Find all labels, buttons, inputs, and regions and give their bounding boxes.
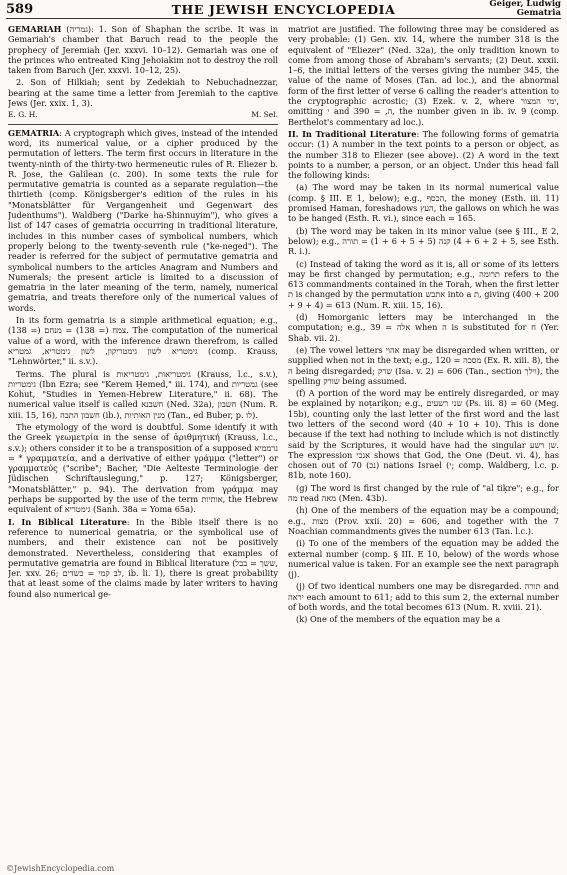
paragraph-text: matriot are justified. The following three may be considered as very probable: (1) Gen. xiv. 14, where the number 318 is the equivalent of "Eliezer" (Ned. 32a), the only tradition known to come from among those of Abraham's servants; (2) Deut. xxxii. 1–6, the initial letters of the verses giving the number 345, the value of the name of Moses (Tan. ad loc.), and the abnormal form of the first letter of verse 6 calling the reader's attention to the cryptographic acrostic; (3) Ezek. v. 2, where ימי המצור, omitting י and ה, = 390, the number given in ib. iv. 9 (comp. Berthelot's commentary ad loc.). — [288, 24, 559, 127]
section-heading: I. In Biblical Literature — [8, 516, 127, 527]
guide-words — [489, 0, 561, 18]
right-paragraph-12 — [288, 614, 559, 624]
section-heading: II. In Traditional Literature — [288, 128, 417, 139]
right-paragraph-4 — [288, 259, 559, 310]
left-column — [8, 24, 278, 860]
paragraph-text: (k) One of the members of the equation may be a — [296, 614, 501, 625]
running-title: THE JEWISH ENCYCLOPEDIA — [171, 2, 396, 17]
author-signature — [8, 110, 278, 120]
paragraph-text: (גמריה): 1. Son of Shaphan the scribe. It was in Gemariah's chamber that Baruch read to the people the prophecy of Jeremiah (Jer. xxxvi. 10–12). Gemariah was one of the princes who entreated King Jehoiakim not to destroy the roll taken from Baruch (Jer. xxxvi. 10–12, 25). — [8, 24, 278, 76]
page-number: 589 — [6, 2, 34, 17]
right-paragraph-10 — [288, 538, 559, 579]
right-paragraph-6 — [288, 345, 559, 386]
paragraph-text: (a) The word may be taken in its normal numerical value (comp. § III. E 1, below); e.g., הכסף, the money (Esth. iii. 11) promised Haman, foreshadows העץ, the gallows on which he was to be hanged (Esth. R. vi.), since each = 165. — [288, 182, 559, 224]
paragraph-text: (c) Instead of taking the word as it is, all or some of its letters may be first changed by permutation; e.g., תרומה refers to the 613 commandments contained in the Torah, when the first letter ת is changed by the permutation אתבש into a ת, giving (400 + 200 + 9 + 4) = 613 (Num. R. xiii. 15, 16). — [288, 258, 559, 310]
right-paragraph-3 — [288, 226, 559, 257]
left-paragraph-5 — [8, 315, 278, 366]
paragraph-text: : A cryptograph which gives, instead of the intended word, its numerical value, or a cipher produced by the permutation of letters. The term first occurs in literature in the twenty-ninth of the thirty-two hermeneutic rules of R. Eliezer b. R. Jose, the Galilean (c. 200). In some texts the rule for permutative gematria is counted as a separate regulation—the thirtieth (comp. Königsberger's edition of the rules in his "Monatsblätter für Vergangenheit und Gegenwart des Judenthums"). Waldberg ("Darke ha-Shinnuyim"), who gives a list of 147 cases of gematria occurring in traditional literature, includes in this number cases of symbolical numbers, which properly belong to the twenty-seventh rule ("ke-neged"). The reader is referred for the subject of permutative gematria and symbolical numbers to the articles Anagram and Numbers and Numerals; the present article is limited to a discussion of gematria in the later meaning of the term, namely, numerical gematria, and treats therefore only of the numerical values of words. — [8, 127, 278, 313]
entry-headword: GEMATRIA — [8, 127, 60, 138]
right-column — [288, 24, 559, 860]
right-paragraph-5 — [288, 312, 559, 343]
entry-separator — [8, 124, 278, 125]
paragraph-text: : The following forms of gematria occur: (1) A number in the text points to a person or object, as the number 318 to Eliezer (see above). (2) A word in the text points to a number, a person, or an object. Under this head fall the following kinds: — [288, 128, 559, 181]
guide-word-0: Geiger, Ludwig — [489, 0, 561, 9]
paragraph-text: (e) The vowel letters אהוי may be disregarded when written, or supplied when not in the text; e.g., מסכה = 120 (Ex. R. xiii. 8), the ה being disregarded; שרק (Isa. v. 2) = 606 (Tan., section וילך), the spelling שורק being assumed. — [288, 344, 559, 386]
right-paragraph-11 — [288, 581, 559, 612]
copyright-footer: ©JewishEncyclopedia.com — [6, 864, 115, 873]
right-paragraph-7 — [288, 388, 559, 481]
paragraph-text: 2. Son of Hilkiah; sent by Zedekiah to Nebuchadnezzar, bearing at the same time a letter from Jeremiah to the captive Jews (Jer. xxix. 1, 3). — [8, 77, 278, 109]
signature-left: E. G. H. — [8, 110, 38, 120]
paragraph-text: In its form gematria is a simple arithmetical equation; e.g., צמח (= 138) = מנחם (= 138). The computation of the numerical value of a word, with the inference drawn therefrom, is called גימטריא לשון גימטריקון, לשון גימטריא, גמטריא (comp. Krauss, "Lehnwörter," ii. s.v.). — [8, 315, 278, 367]
entry-headword: GEMARIAH — [8, 24, 62, 34]
paragraph-text: (d) Homorganic letters may be interchanged in the computation; e.g., אלה = 39 when ה is substituted for ח (Yer. Shab. vii. 2). — [288, 312, 559, 343]
left-paragraph-1 — [8, 77, 278, 108]
page-header — [6, 0, 561, 19]
paragraph-text: : In the Bible itself there is no reference to numerical gematria, or the symbolical use of numbers, and their existence can not be positively demonstrated. Nevertheless, considering that examples of permutative gematria are found in Biblical literature (ששך = בבל, Jer. xxv. 26; לב קמי = כשדים, ib. li. 1), there is great probability that at least some of the claims made by later writers to having found also numerical ge- — [8, 516, 278, 599]
right-paragraph-0 — [288, 24, 559, 127]
left-paragraph-7 — [8, 422, 278, 515]
left-paragraph-4 — [8, 128, 278, 313]
paragraph-text: (f) A portion of the word may be entirely disregarded, or may be explained by noṭariḳon; e.g., שני רשעים (Ps. iii. 8) = 60 (Meg. 15b), counting only the last letter of the first word and the last two letters of the second word (40 + 10 + 10). This is done because if the text had nothing to include which is not distinctly said by the Scriptures, it would have had the singular שן רשע. The expression אנכי shows that God, the One (Deut. vi. 4), has chosen out of 70 (נכ) nations Israel (י; comp. Waldberg, l.c. p. 81b, note 160). — [288, 388, 559, 481]
right-paragraph-9 — [288, 505, 559, 536]
right-paragraph-1 — [288, 129, 559, 180]
paragraph-text: (g) The word is first changed by the rule of "al tiḳre"; e.g., for מה read מאה (Men. 43b). — [288, 482, 559, 504]
paragraph-text: (b) The word may be taken in its minor value (see § III., E 2, below); e.g., קנה (5 + 5 + 6 + 1) = תורה (5 + 2 + 6 + 4, see Esth. R. i.). — [288, 225, 559, 257]
left-paragraph-0 — [8, 24, 278, 75]
right-paragraph-8 — [288, 483, 559, 504]
paragraph-text: (j) Of two identical numbers one may be disregarded. תורה and יראה each amount to 611; add to this sum 2, the external number of both words, and the total becomes 613 (Num. R. xviii. 21). — [288, 581, 559, 613]
guide-word-1: Gematria — [516, 8, 561, 18]
left-paragraph-6 — [8, 369, 278, 420]
right-paragraph-2 — [288, 182, 559, 223]
signature-right: M. Sel. — [251, 110, 278, 120]
paragraph-text: Terms. The plural is גימטריאות, גימטריאות (Krauss, l.c., s.v.), גימטריות (Ibn Ezra; see "Kerem Ḥemed," iii. 174), and גמטריות (see Kohut, "Studies in Yemen-Hebrew Literature," ii. 68). The numerical value itself is called חשבנא (Ned. 32a), חשבון (Num. R. xiii. 15, 16), חשבון התבה (ib.), מנין האותיות (Tan., ed Buber, p. לו). — [8, 368, 278, 420]
paragraph-text: (i) To one of the members of the equation may be added the external number (comp. § III. E 10, below) of the words whose numerical value is taken. For an example see the next paragraph (j). — [288, 538, 559, 580]
paragraph-text: The etymology of the word is doubtful. Some identify it with the Greek γεωμετρία in the sense of ἀριθμητική (Krauss, l.c., s.v.); others consider it to be a transposition of a supposed גרממיא = * γραμματεία, and a derivative of either γράμμα ("letter") or γραμματεύς ("scribe"; Bacher, "Die Aelteste Terminologie der Jüdischen Schriftauslegung," p. 127; Königsberger, "Monatsblätter," p. 94). The derivation from γράμμα may perhaps be supported by the use of the term אותיות, the Hebrew equivalent of גימטריא (Sanh. 38a = Yoma 65a). — [8, 421, 278, 515]
paragraph-text: (h) One of the members of the equation may be a compound; e.g., מצות (Prov. xxii. 20) = 606, and together with the 7 Noachian commandments gives the number 613 (Tan. l.c.). — [288, 505, 559, 536]
left-paragraph-8 — [8, 517, 278, 599]
